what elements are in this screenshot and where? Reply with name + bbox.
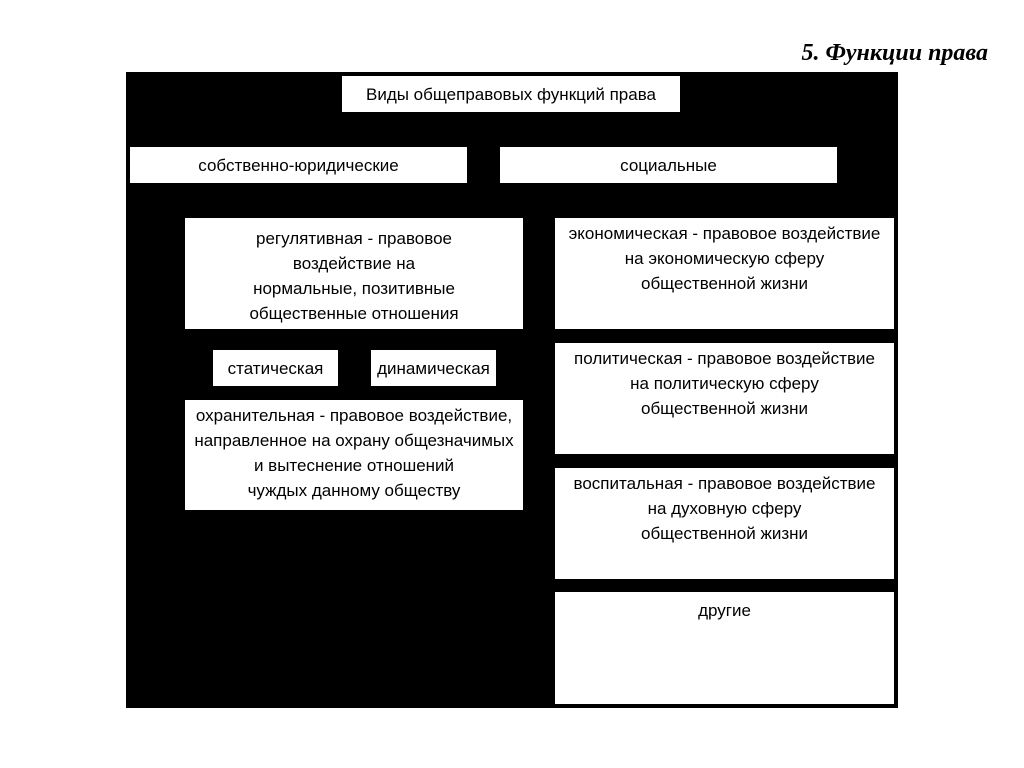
social-group-box (500, 147, 837, 183)
juridical-group-label: собственно-юридические (198, 155, 399, 175)
educational-line-3: общественной жизни (640, 524, 809, 543)
political-line-2: на политическую сферу (630, 374, 819, 393)
static-label: статическая (227, 358, 324, 378)
functions-diagram (126, 72, 898, 708)
slide-title: 5. Функции права (801, 40, 988, 66)
educational-line-1: воспитальная - правовое воздействие (573, 474, 876, 493)
root-box (342, 76, 680, 112)
dynamic-box (371, 350, 496, 386)
regulative-line-4: общественные отношения (249, 304, 459, 323)
protective-line-2: направленное на охрану общезначимых (194, 431, 514, 450)
protective-line-4: чуждых данному обществу (247, 481, 461, 500)
economic-line-3: общественной жизни (640, 274, 809, 293)
political-line-3: общественной жизни (640, 399, 809, 418)
regulative-function-box (185, 218, 523, 329)
dynamic-label: динамическая (377, 358, 490, 378)
social-group-label: социальные (620, 155, 717, 175)
protective-line-1: охранительная - правовое воздействие, (195, 406, 513, 425)
economic-function-box (555, 218, 894, 329)
static-box (213, 350, 338, 386)
regulative-line-3: нормальные, позитивные (253, 279, 455, 298)
regulative-line-2: воздействие на (292, 254, 416, 273)
educational-function-box (555, 468, 894, 579)
economic-line-1: экономическая - правовое воздействие (568, 224, 881, 243)
protective-function-box (185, 400, 523, 510)
other-functions-box (555, 592, 894, 704)
political-line-1: политическая - правовое воздействие (574, 349, 875, 368)
protective-line-3: и вытеснение отношений (253, 456, 455, 475)
juridical-group-box (130, 147, 467, 183)
political-function-box (555, 343, 894, 454)
educational-line-2: на духовную сферу (647, 499, 802, 518)
economic-line-2: на экономическую сферу (624, 249, 825, 268)
regulative-line-1: регулятивная - правовое (256, 229, 452, 248)
other-label: другие (698, 601, 751, 620)
root-label: Виды общеправовых функций права (365, 84, 656, 104)
